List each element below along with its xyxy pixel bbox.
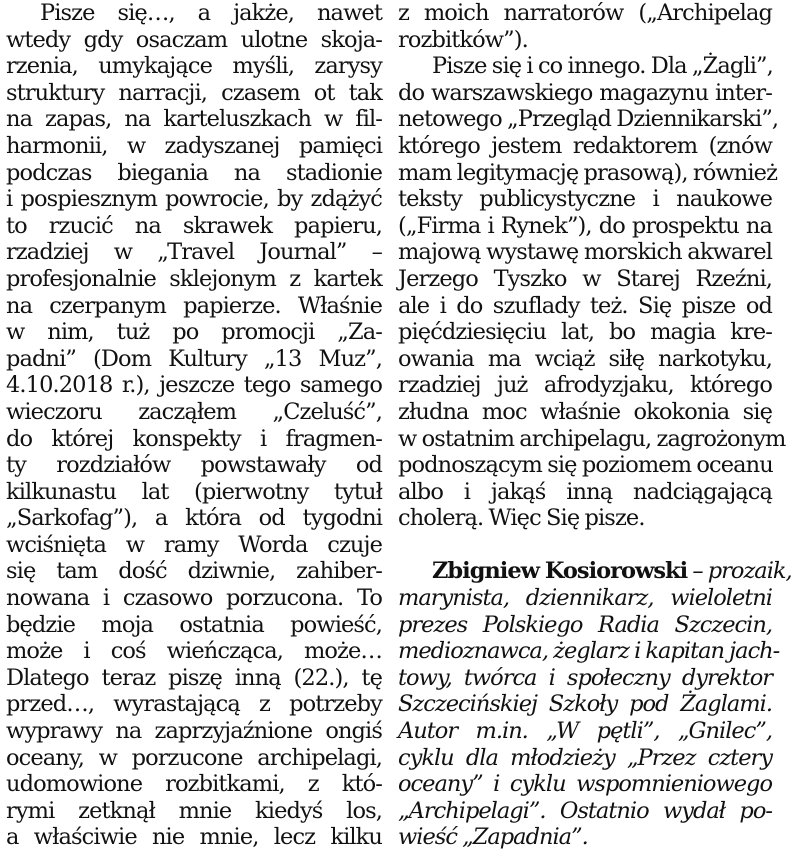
text-line: teksty publicystyczne i naukowe xyxy=(398,186,772,213)
text-line: którego jestem redaktorem (znów xyxy=(398,132,772,159)
paragraph-gap xyxy=(398,532,772,559)
text-line: podczas biegania na stadionie xyxy=(6,159,382,186)
bio-first-line xyxy=(398,558,792,585)
bio-line: oceany” i cyklu wspomnieniowego xyxy=(398,771,772,798)
text-line: do warszawskiego magazynu inter- xyxy=(398,79,772,106)
left-column xyxy=(6,0,382,851)
text-line: Pisze się i co innego. Dla „Żagli”, xyxy=(432,53,773,80)
article-page xyxy=(6,0,792,860)
text-line: ty rozdziałów powstawały od xyxy=(6,452,382,479)
text-line: „Sarkofag”), a która od tygodni xyxy=(6,505,382,532)
text-line: pięćdziesięciu lat, bo magia kre- xyxy=(398,319,772,346)
text-line: profesjonalnie sklejonym z kartek xyxy=(6,265,382,292)
text-line: i pospiesznym powrocie, by zdążyć xyxy=(6,186,382,213)
text-line: majową wystawę morskich akwarel xyxy=(398,239,772,266)
bio-line: cyklu dla młodzieży „Przez cztery xyxy=(398,744,772,771)
text-line: 4.10.2018 r.), jeszcze tego samego xyxy=(6,372,382,399)
text-line: to rzucić na skrawek papieru, xyxy=(6,212,382,239)
text-line: wciśnięta w ramy Worda czuje xyxy=(6,531,382,558)
text-line: padni” (Dom Kultury „13 Muz”, xyxy=(6,345,382,372)
text-line: z moich narratorów („Archipelag xyxy=(398,0,772,26)
bio-line: prezes Polskiego Radia Szczecin, xyxy=(398,611,772,638)
text-line: na czerpanym papierze. Właśnie xyxy=(6,292,382,319)
bio-line: „Archipelagi”. Ostatnio wydał po- xyxy=(398,797,772,824)
text-line: („Firma i Rynek”), do prospektu na xyxy=(398,212,772,239)
text-line: może i coś wieńcząca, może… xyxy=(6,638,382,665)
text-line: Jerzego Tyszko w Starej Rzeźni, xyxy=(398,265,772,292)
text-line: rymi zetknął mnie kiedyś los, xyxy=(6,797,382,824)
text-line: będzie moja ostatnia powieść, xyxy=(6,611,382,638)
text-line: na zapas, na karteluszkach w fil- xyxy=(6,106,382,133)
text-line: owania ma wciąż siłę narkotyku, xyxy=(398,345,772,372)
text-line: nowana i czasowo porzucona. To xyxy=(6,585,382,612)
text-line: przed…, wyrastającą z potrzeby xyxy=(6,691,382,718)
bio-line-rest: – prozaik, xyxy=(687,558,792,585)
text-line: mam legitymację prasową), również xyxy=(398,159,778,186)
text-line: ale i do szuflady też. Się pisze od xyxy=(398,292,772,319)
text-line: wyprawy na zaprzyjaźnione ongiś xyxy=(6,718,382,745)
text-line: oceany, w porzucone archipelagi, xyxy=(6,744,382,771)
text-line: rzenia, umykające myśli, zarysy xyxy=(6,53,382,80)
text-line: netowego „Przegląd Dziennikarski”, xyxy=(398,106,779,133)
text-line: wtedy gdy osaczam ulotne skoja- xyxy=(6,26,382,53)
text-line: struktury narracji, czasem ot tak xyxy=(6,79,382,106)
text-line: w ostatnim archipelagu, zagrożonym xyxy=(398,425,786,452)
bio-line: Szczecińskiej Szkoły pod Żaglami. xyxy=(398,691,772,718)
text-line: Pisze się…, a jakże, nawet xyxy=(40,0,382,26)
text-line: a właściwie nie mnie, lecz kilku xyxy=(6,824,382,851)
text-line: harmonii, w zadyszanej pamięci xyxy=(6,132,382,159)
text-line: do której konspekty i fragmen- xyxy=(6,425,382,452)
text-line: wieczoru zacząłem „Czeluść”, xyxy=(6,398,382,425)
text-line: albo i jakąś inną nadciągającą xyxy=(398,478,772,505)
bio-line: medioznawca, żeglarz i kapitan jach- xyxy=(398,638,780,665)
bio-line: wieść „Zapadnia”. xyxy=(398,824,588,851)
text-line: rzadziej już afrodyzjaku, którego xyxy=(398,372,772,399)
text-line: Dlatego teraz piszę inną (22.), tę xyxy=(6,664,382,691)
text-line: rozbitków”). xyxy=(398,26,528,53)
text-line: się tam dość dziwnie, zahiber- xyxy=(6,558,382,585)
text-line: udomowione rozbitkami, z któ- xyxy=(6,771,382,798)
author-name: Zbigniew Kosiorowski xyxy=(432,558,688,585)
bio-line: marynista, dziennikarz, wieloletni xyxy=(398,585,772,612)
text-line: złudna moc właśnie okokonia się xyxy=(398,398,772,425)
text-line: w nim, tuż po promocji „Za- xyxy=(6,319,382,346)
right-column xyxy=(398,0,792,851)
bio-line: towy, twórca i społeczny dyrektor xyxy=(398,664,772,691)
text-line: rzadziej w „Travel Journal” – xyxy=(6,239,382,266)
author-bio xyxy=(398,558,792,851)
bio-line: Autor m.in. „W pętli”, „Gnilec”, xyxy=(398,718,772,745)
text-line: podnoszącym się poziomem oceanu xyxy=(398,452,773,479)
text-line: kilkunastu lat (pierwotny tytuł xyxy=(6,478,382,505)
text-line: cholerą. Więc Się pisze. xyxy=(398,505,645,532)
